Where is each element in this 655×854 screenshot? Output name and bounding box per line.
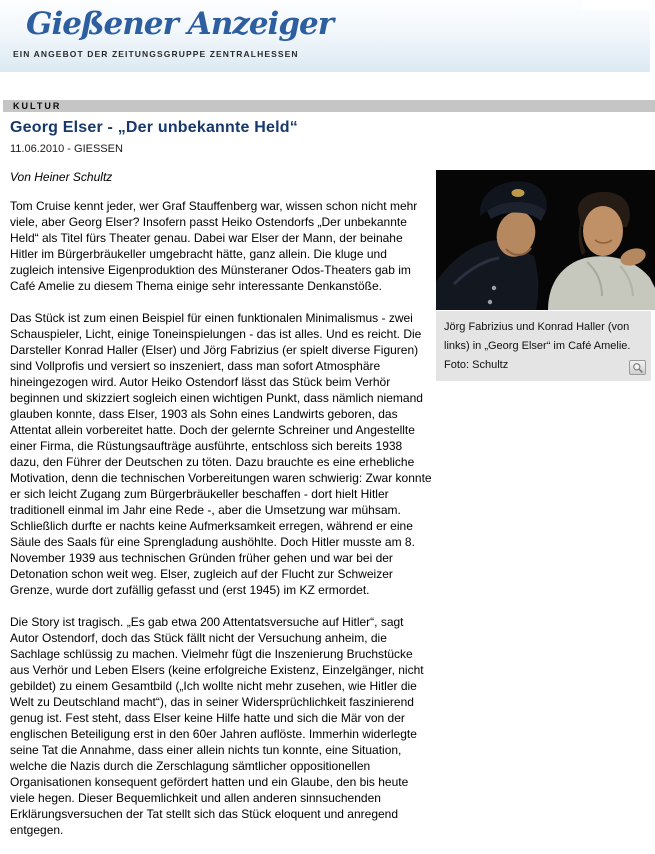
article-byline: Von Heiner Schultz — [10, 170, 113, 184]
article-paragraph: Die Story ist tragisch. „Es gab etwa 200 Attentatsversuche auf Hitler“, sagt Autor Ostendorf, doch das Stück fällt nicht der Versuchung anheim, die Sachlage schlüssig zu machen. Vielmehr fügt die Inszenierung Bruchstücke aus Verhör und Leben Elsers (keine erfolgreiche Existenz, Einzelgänger, nicht gebildet) zu einem Gesamtbild („Ich wollte nicht mehr zusehen, wie Hitler die Welt zu Deutschland macht“), das in seiner Widersprüchlichkeit faszinierend genug ist. Fest steht, dass Elser keine Hilfe hatte und sich die Mär von der englischen Beteiligung erst in den 60er Jahren auflöste. Immerhin widerlegte seine Tat die Annahme, dass einer allein nichts tun konnte, eine Situation, welche die Nazis durch die Zerschlagung sämtlicher oppositionellen Organisationen konsequent gefördert hatten und ein Glaube, den bis heute viele hegen. Dieser Bequemlichkeit und allen anderen sinnsuchenden Erklärungsversuchen der Tat stellt sich das Stück eloquent und anregend entgegen. — [10, 615, 424, 837]
article-content — [10, 170, 655, 854]
photo-credit: Foto: Schultz — [444, 359, 509, 371]
article — [0, 112, 655, 854]
section-label-kultur[interactable]: KULTUR — [13, 101, 62, 111]
article-dateline: 11.06.2010 - GIESSEN — [10, 143, 123, 155]
masthead — [0, 0, 650, 72]
article-paragraph: Das Stück ist zum einen Beispiel für einen funktionalen Minimalismus - zwei Schauspieler, Licht, einige Toneinspielungen - das ist alles. Und es reicht. Die Darsteller Konrad Haller (Elser) und Jörg Fabrizius (er spielt diverse Figuren) sind Vollprofis und versiert so inszeniert, dass man sofort Atmosphäre hineingezogen wird. Autor Heiko Ostendorf lässt das Stück beim Verhör beginnen und skizziert sogleich einen wichtigen Punkt, dass nämlich niemand glauben konnte, dass Elser, 1903 als Sohn eines Landwirts geboren, das Attentat allein vorbereitet hatte. Doch der gelernte Schreiner und Angestellte einer Firma, die Rüstungsaufträge ausführte, entschloss sich bereits 1938 dazu, den Führer der Deutschen zu töten. Dazu brauchte es eine erhebliche Motivation, denn die technischen Vorbereitungen waren schwierig: Zwar konnte er sich leicht Zugang zum Bürgerbräukeller beschaffen - dort hielt Hitler traditionell einmal im Jahr eine Rede -, aber die Umsetzung war mühsam. Schließlich durfte er nachts keine Aufmerksamkeit erregen, während er eine Säule des Saals für eine Sprengladung aushöhlte. Doch Hitler musste am 8. November 1939 aus technischen Gründen früher gehen und war bei der Detonation schon weit weg. Elser, zugleich auf der Flucht zur Schweizer Grenze, wurde dort zufällig gefasst und (erst 1945) im KZ ermordet. — [10, 311, 432, 597]
masthead-tagline: EIN ANGEBOT DER ZEITUNGSGRUPPE ZENTRALHESSEN — [13, 49, 299, 59]
photo-caption: Jörg Fabrizius und Konrad Haller (von links) in „Georg Elser“ im Café Amelie. — [444, 321, 631, 352]
article-text-column — [10, 170, 433, 854]
article-figure — [436, 170, 655, 381]
section-bar — [3, 100, 655, 112]
newspaper-logo[interactable]: Gießener Anzeiger — [26, 6, 334, 42]
article-paragraph: Tom Cruise kennt jeder, wer Graf Stauffenberg war, wissen schon nicht mehr viele, aber Georg Elser? Insofern passt Heiko Ostendorfs „Der unbekannte Held“ als Titel fürs Theater genau. Dabei war Elser der Mann, der beinahe Hitler im Bürgerbräukeller umgebracht hätte, ganz allein. Die kluge und zugleich intensive Eigenproduktion des Münsteraner Odos-Theaters gab im Café Amelie zu diesem Thema einige sehr interessante Denkanstöße. — [10, 199, 418, 293]
photo-caption-box — [436, 311, 651, 381]
header-notch — [582, 0, 650, 10]
article-title: Georg Elser - „Der unbekannte Held“ — [10, 119, 298, 136]
magnifier-icon — [632, 362, 644, 374]
article-photo[interactable] — [436, 170, 655, 310]
photo-zoom-button[interactable] — [629, 360, 646, 375]
